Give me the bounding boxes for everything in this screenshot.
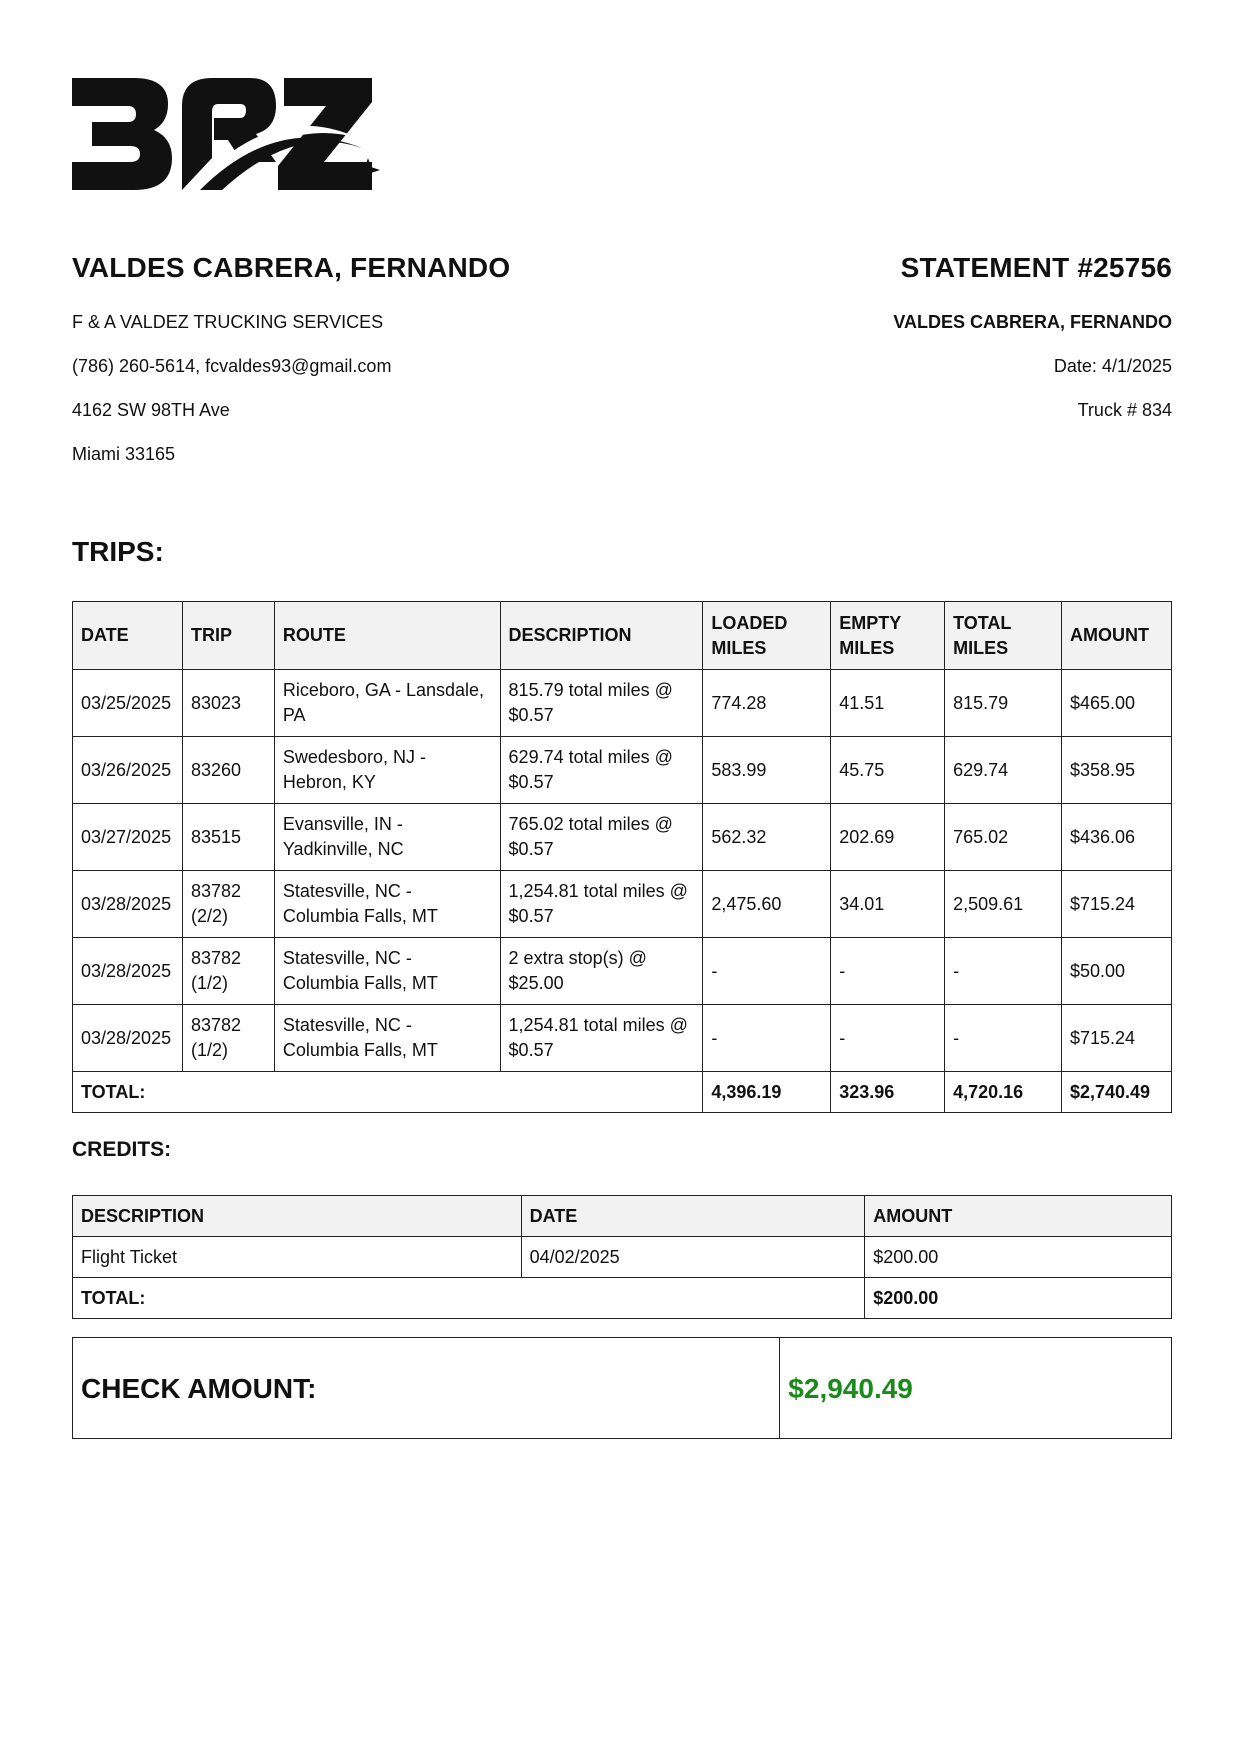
trips-total-row	[73, 1072, 1172, 1113]
cell-amount: $50.00	[1061, 938, 1171, 1005]
col-header-description: DESCRIPTION	[73, 1196, 522, 1237]
table-row	[73, 737, 1172, 804]
table-row	[73, 670, 1172, 737]
col-header-loaded-miles: LOADED MILES	[703, 602, 831, 670]
cell-amount: $715.24	[1061, 1005, 1171, 1072]
statement-truck: Truck # 834	[1077, 400, 1172, 420]
cell-trip: 83260	[182, 737, 274, 804]
cell-amount: $715.24	[1061, 871, 1171, 938]
check-amount-value: $2,940.49	[780, 1338, 1172, 1439]
driver-address-line2: Miami 33165	[72, 444, 176, 464]
cell-empty-miles: 45.75	[831, 737, 945, 804]
credits-title: CREDITS:	[72, 1138, 172, 1161]
col-header-trip: TRIP	[182, 602, 274, 670]
cell-empty-miles: 34.01	[831, 871, 945, 938]
driver-name: VALDES CABRERA, FERNANDO	[72, 252, 511, 283]
trips-total-miles: 4,720.16	[945, 1072, 1062, 1113]
trips-title: TRIPS:	[72, 536, 164, 567]
col-header-total-miles: TOTAL MILES	[945, 602, 1062, 670]
cell-empty-miles: 41.51	[831, 670, 945, 737]
trips-total-amount: $2,740.49	[1061, 1072, 1171, 1113]
col-header-amount: AMOUNT	[1061, 602, 1171, 670]
cell-date: 04/02/2025	[521, 1237, 865, 1278]
cell-trip: 83782 (2/2)	[182, 871, 274, 938]
cell-empty-miles: -	[831, 938, 945, 1005]
cell-route: Riceboro, GA - Lansdale, PA	[274, 670, 500, 737]
statement-date: Date: 4/1/2025	[1053, 356, 1172, 376]
cell-total-miles: 629.74	[945, 737, 1062, 804]
col-header-description: DESCRIPTION	[500, 602, 703, 670]
trips-total-empty: 323.96	[831, 1072, 945, 1113]
table-row	[73, 871, 1172, 938]
statement-info	[672, 252, 1172, 442]
cell-trip: 83782 (1/2)	[182, 1005, 274, 1072]
cell-empty-miles: 202.69	[831, 804, 945, 871]
cell-total-miles: 2,509.61	[945, 871, 1062, 938]
cell-route: Evansville, IN - Yadkinville, NC	[274, 804, 500, 871]
driver-contact: (786) 260-5614, fcvaldes93@gmail.com	[72, 356, 392, 376]
col-header-route: ROUTE	[274, 602, 500, 670]
driver-address-line1: 4162 SW 98TH Ave	[72, 400, 230, 420]
cell-date: 03/25/2025	[73, 670, 183, 737]
cell-description: 815.79 total miles @ $0.57	[500, 670, 703, 737]
credits-total-amount: $200.00	[865, 1278, 1172, 1319]
col-header-date: DATE	[521, 1196, 865, 1237]
cell-description: 1,254.81 total miles @ $0.57	[500, 871, 703, 938]
cell-description: 629.74 total miles @ $0.57	[500, 737, 703, 804]
cell-route: Statesville, NC - Columbia Falls, MT	[274, 938, 500, 1005]
cell-date: 03/28/2025	[73, 871, 183, 938]
cell-total-miles: -	[945, 1005, 1062, 1072]
col-header-empty-miles: EMPTY MILES	[831, 602, 945, 670]
cell-empty-miles: -	[831, 1005, 945, 1072]
col-header-amount: AMOUNT	[865, 1196, 1172, 1237]
company-logo	[72, 78, 382, 190]
credits-total-label: TOTAL:	[73, 1278, 865, 1319]
check-amount-table	[72, 1337, 1172, 1439]
cell-amount: $200.00	[865, 1237, 1172, 1278]
cell-amount: $436.06	[1061, 804, 1171, 871]
trips-table	[72, 601, 1172, 1113]
cell-trip: 83515	[182, 804, 274, 871]
trips-total-loaded: 4,396.19	[703, 1072, 831, 1113]
cell-loaded-miles: 583.99	[703, 737, 831, 804]
cell-date: 03/26/2025	[73, 737, 183, 804]
cell-date: 03/27/2025	[73, 804, 183, 871]
cell-trip: 83782 (1/2)	[182, 938, 274, 1005]
cell-loaded-miles: -	[703, 938, 831, 1005]
cell-route: Statesville, NC - Columbia Falls, MT	[274, 1005, 500, 1072]
cell-loaded-miles: 2,475.60	[703, 871, 831, 938]
check-amount-row	[73, 1338, 1172, 1439]
trips-total-label: TOTAL:	[73, 1072, 703, 1113]
cell-description: Flight Ticket	[73, 1237, 522, 1278]
table-row	[73, 804, 1172, 871]
cell-trip: 83023	[182, 670, 274, 737]
table-row	[73, 1005, 1172, 1072]
col-header-date: DATE	[73, 602, 183, 670]
cell-date: 03/28/2025	[73, 938, 183, 1005]
check-amount-label: CHECK AMOUNT:	[73, 1338, 780, 1439]
trips-header-row	[73, 602, 1172, 670]
credits-total-row	[73, 1278, 1172, 1319]
statement-title: STATEMENT #25756	[900, 252, 1172, 283]
cell-route: Swedesboro, NJ - Hebron, KY	[274, 737, 500, 804]
cell-total-miles: 765.02	[945, 804, 1062, 871]
cell-route: Statesville, NC - Columbia Falls, MT	[274, 871, 500, 938]
table-row	[73, 1237, 1172, 1278]
cell-loaded-miles: -	[703, 1005, 831, 1072]
cell-description: 2 extra stop(s) @ $25.00	[500, 938, 703, 1005]
credits-table	[72, 1195, 1172, 1319]
cell-date: 03/28/2025	[73, 1005, 183, 1072]
driver-info	[72, 252, 672, 486]
cell-amount: $358.95	[1061, 737, 1171, 804]
credits-header-row	[73, 1196, 1172, 1237]
cell-loaded-miles: 774.28	[703, 670, 831, 737]
statement-name: VALDES CABRERA, FERNANDO	[893, 312, 1172, 332]
driver-company: F & A VALDEZ TRUCKING SERVICES	[72, 312, 384, 332]
cell-amount: $465.00	[1061, 670, 1171, 737]
cell-loaded-miles: 562.32	[703, 804, 831, 871]
cell-total-miles: 815.79	[945, 670, 1062, 737]
cell-description: 1,254.81 total miles @ $0.57	[500, 1005, 703, 1072]
cell-description: 765.02 total miles @ $0.57	[500, 804, 703, 871]
cell-total-miles: -	[945, 938, 1062, 1005]
table-row	[73, 938, 1172, 1005]
